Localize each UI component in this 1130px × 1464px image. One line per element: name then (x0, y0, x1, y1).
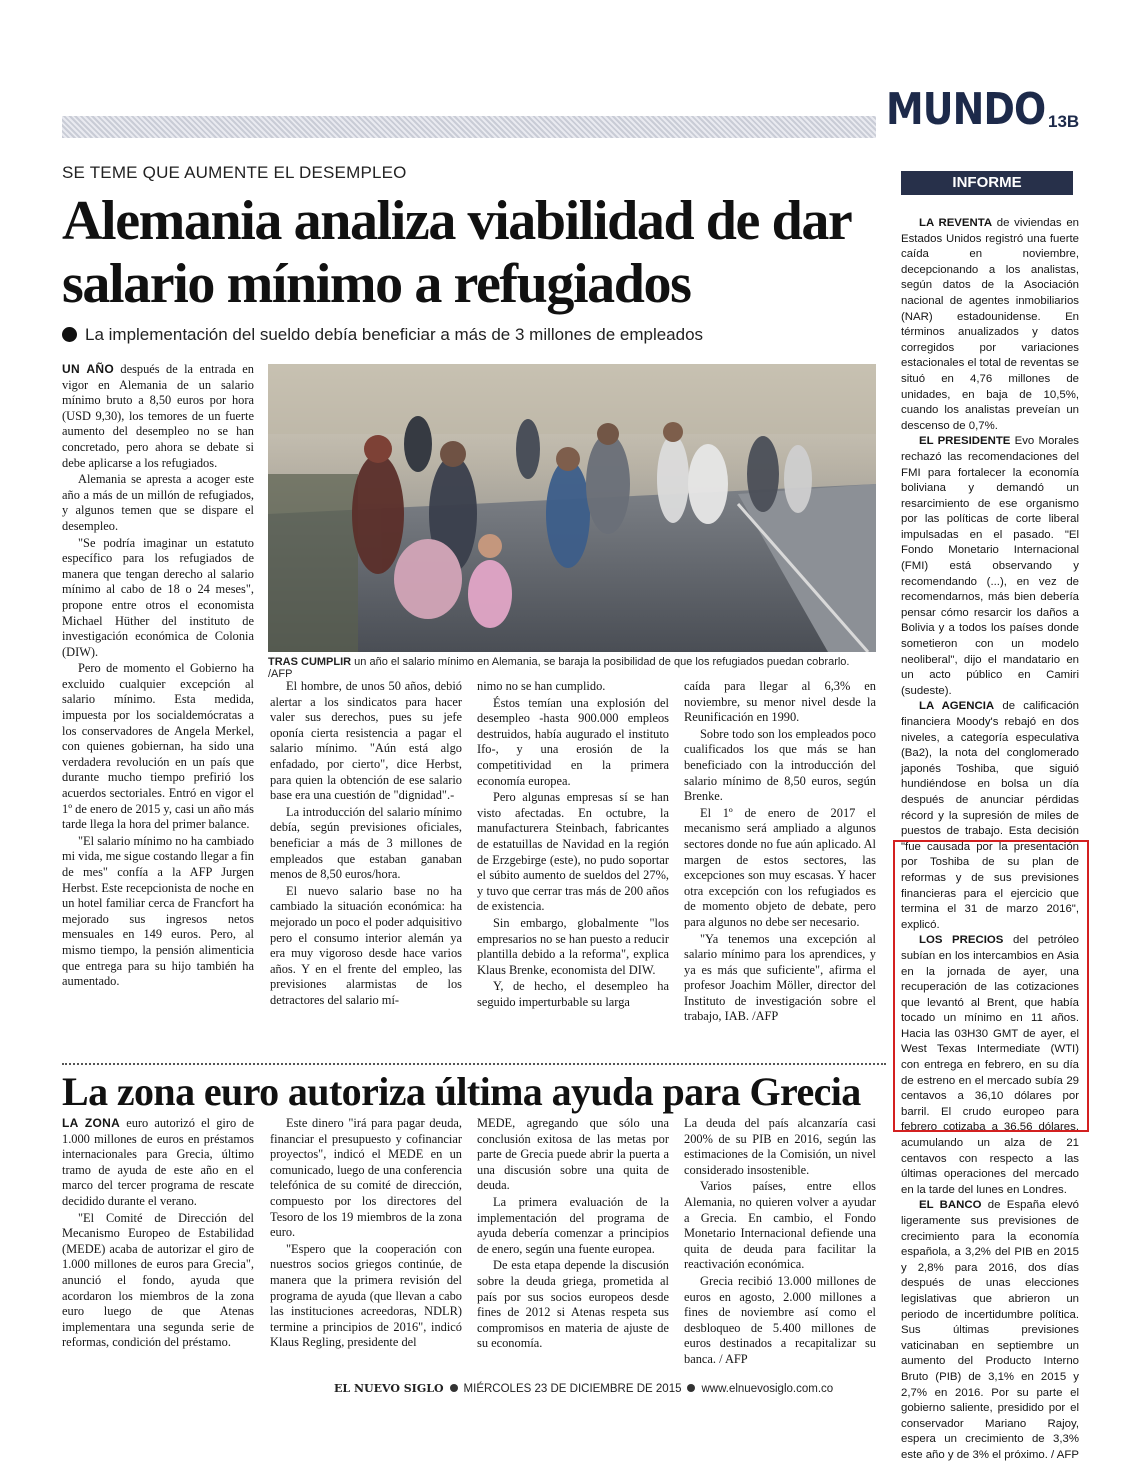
bullet-icon (687, 1384, 695, 1392)
sidebar-item-kicker: LA AGENCIA (919, 700, 995, 713)
paragraph: La primera evaluación de la implementación del programa de ayuda debería comenzar a principios de enero, según una fuente europea. (477, 1194, 669, 1256)
paragraph: La introducción del salario mínimo debía, según previsiones oficiales, beneficiar a más de 3 millones de empleados que estaban ganaban menos de 8,50 euros/hora. (270, 804, 462, 882)
paragraph: "El Comité de Dirección del Mecanismo Europeo de Estabilidad (MEDE) acaba de autorizar el giro de 1.000 millones de euros para Grecia", anunció el fondo, ayuda que acordaron los miembros de la zona euro luego de que Atenas implementara una segunda serie de reformas, condición del préstamo. (62, 1210, 254, 1350)
paragraph: "Se podría imaginar un estatuto específico para los refugiados de manera que tengan derecho al salario mínimo al cabo de 18 o 24 meses", propone entre otros el economista Michael Hüther del instituto de investigación económica de Colonia (DIW). (62, 535, 254, 659)
sidebar-item-kicker: LA REVENTA (919, 217, 993, 229)
article2-column-3 (477, 1116, 669, 1353)
sidebar-item-text: de calificación financiera Moody's rebajó en dos niveles, a categoría especulativa (Ba2), la nota del conglomerado japonés Toshiba, que siguió hundiéndose en bolsa un día después de anunciar pérdidas récord y la supresión de miles de puestos de trabajo. Esta decisión "fue causada por la presentación por Toshiba de su plan de reformas y de sus previsiones financieras para el ejercicio que termina el 31 de marzo 2016", explicó. (901, 700, 1080, 931)
paragraph: Grecia recibió 13.000 millones de euros en agosto, 2.000 millones a fines de noviembre así como el desbloqueo de 5.400 millones de euros destinados a recapitalizar su banca. / AFP (684, 1273, 876, 1366)
paragraph: MEDE, agregando que sólo una conclusión exitosa de las metas por parte de Grecia puede abrir la puerta a una discusión sobre una quita de deuda. (477, 1116, 669, 1193)
sidebar-title: INFORME (901, 171, 1073, 195)
paragraph-text: euro autorizó el giro de 1.000 millones de euros en préstamos internacionales para Grecia, último tramo de ayuda de este año en el marco del tercer programa de rescate decidido durante el verano. (62, 1116, 255, 1208)
paragraph: "Espero que la cooperación con nuestros socios griegos continúe, de manera que la primera revisión del programa de ayuda (que llevan a cabo las instituciones acreedoras, NDLR) termine a principios de 2016", indicó Klaus Regling, presidente del (270, 1241, 462, 1350)
footer-url: www.elnuevosiglo.com.co (701, 1383, 834, 1395)
paragraph: De esta etapa depende la discusión sobre la deuda griega, prometida al país por sus socios europeos desde fines de 2012 si Atenas respeta sus compromisos en materia de ajuste de su economía. (477, 1258, 669, 1351)
caption-text: un año el salario mínimo en Alemania, se baraja la posibilidad de que los refugiados puedan cobrarlo. /AFP (268, 656, 850, 680)
lead-kicker: UN AÑO (62, 362, 114, 376)
paragraph (62, 1116, 254, 1210)
sidebar-item-text: del petróleo subían en los intercambios en Asia en la jornada de ayer, una recuperación de las cotizaciones que levantó al Brent, que había tocado un mínimo en 11 años. Hacia las 03H30 GMT de ayer, el West Texas Intermediate (WTI) con entrega en febrero, en su día de estreno en el mercado subía 29 centavos a 36,10 dólares por barril. El crudo europeo para febrero cotizaba a 36,56 dólares, acumulando un alza de 21 centavos con respecto a las últimas operaciones del mercado en la tarde del lunes en Londres. (901, 934, 1079, 1196)
sidebar-item-text: de España elevó ligeramente sus previsiones de crecimiento para la economía española, a 3,2% del PIB en 2015 y 2,8% para 2016, dos días después de unas elecciones legislativas que abrieron un periodo de incertidumbre política. Sus últimas previsiones vaticinaban en septiembre un aumento del Producto Interno Bruto (PIB) de 3,1% en 2015 y 2,7% en 2016. Por su parte el gobierno saliente, presidido por el conservador Mariano Rajoy, espera un crecimiento de 3,3% este año y de 3% el próximo. / AFP (901, 1199, 1079, 1461)
sidebar-item-text: de viviendas en Estados Unidos registró una fuerte caída en noviembre, decepcionando a los analistas, según datos de la Asociación nacional de agentes inmobiliarios (NAR) estadounidense. En términos anualizados y datos corregidos por variaciones estacionales el total de reventas se situó en 4,76 millones de unidades, en baja de 10,5%, cuando los analistas preveían un descenso de 0,7%. (901, 217, 1079, 432)
footer-date: MIÉRCOLES 23 DE DICIEMBRE DE 2015 (463, 1383, 682, 1395)
paragraph: "Ya tenemos una excepción al salario mínimo para los aprendices, y ya es más que suficiente", afirma el profesor Joachim Möller, director del Instituto de investigación sobre el trabajo, IAB. /AFP (684, 931, 876, 1024)
subheadline (62, 325, 703, 345)
article-kicker-line: SE TEME QUE AUMENTE EL DESEMPLEO (62, 163, 407, 182)
sidebar-item-kicker: LOS PRECIOS (919, 934, 1004, 947)
subheadline-text: La implementación del sueldo debía beneficiar a más de 3 millones de empleados (85, 325, 704, 344)
paragraph: Y, de hecho, el desempleo ha seguido imperturbable su larga (477, 979, 669, 1009)
sidebar-item (901, 216, 1079, 434)
article1-column-3 (477, 679, 669, 1011)
article-divider (62, 1063, 886, 1065)
paragraph-text: después de la entrada en vigor en Alemania de un salario mínimo bruto a 8,50 euros por hora (USD 9,30), los temores de un fuerte aumento del desempleo no se han concretado, pero ahora se debate si debe aplicarse a los refugiados. (62, 362, 255, 470)
sidebar-item (901, 434, 1079, 699)
paragraph: La deuda del país alcanzaría casi 200% de su PIB en 2016, según las estimaciones de la Comisión, un nivel considerado insostenible. (684, 1116, 876, 1177)
paragraph: "El salario mínimo no ha cambiado mi vida, me sigue costando llegar a fin de mes" confía a la AFP Jurgen Herbst. Este recepcionista de noche en un hotel familiar cerca de Francfort ha mejorado sus ingresos netos mensuales en 149 euros. Pero, al mismo tiempo, la pensión alimenticia que entrega para su hijo también ha aumentado. (62, 833, 255, 989)
paragraph: Este dinero "irá para pagar deuda, financiar el presupuesto y cofinanciar proyectos", indicó el MEDE en un comunicado, luego de una conferencia telefónica de su comité de dirección, compuesto por los directores del Tesoro de los 19 miembros de la zona euro. (270, 1116, 462, 1240)
photo-illustration (268, 364, 876, 652)
page-number: 13B (1048, 112, 1080, 131)
paragraph: El nuevo salario base no ha cambiado la situación económica: ha mejorado un poco el poder adquisitivo pero el consumo interior alemán ya era muy vigoroso desde hace varios años. Y en el frente del empleo, las previsiones alarmistas de los detractores del salario mí- (270, 883, 462, 1007)
paragraph: El hombre, de unos 50 años, debió alertar a los sindicatos para hacer valer sus derechos, pues su jefe oponía cierta resistencia a pagar el salario mínimo. "Aún está algo enfadado, por cierto", dice Herbst, para quien la obtención de ese salario base era una cuestión de "dignidad".- (270, 679, 462, 803)
lead-kicker: LA ZONA (62, 1116, 121, 1130)
article1-column-2 (270, 679, 462, 1009)
sidebar-item-kicker: EL PRESIDENTE (919, 435, 1011, 448)
paragraph: Éstos temían una explosión del desempleo -hasta 900.000 empleos destruidos, había augurado el instituto Ifo-, y una erosión de la competitividad en la primera economía europea. (477, 695, 669, 788)
refugees-photo (268, 364, 876, 652)
paragraph: Pero de momento el Gobierno ha excluido cualquier excepción al salario mínimo. Esta medida, impuesta por los socialdemócratas a los conservadores de Angela Merkel, con quienes gobiernan, ha sido una verdadera revolución en un país que durante mucho tiempo prefirió los acuerdos sectoriales. Entró en vigor el 1º de enero de 2015 y, casi un año más tarde llega la hora del primer balance. (62, 661, 254, 832)
paragraph: Sin embargo, globalmente "los empresarios no se han puesto a reducir plantilla debido a la reforma", explica Klaus Brenke, economista del DIW. (477, 915, 669, 977)
bullet-icon (450, 1384, 458, 1392)
photo-caption (268, 656, 876, 680)
main-headline: Alemania analiza viabilidad de dar salario mínimo a refugiados (62, 190, 851, 315)
newspaper-brand: EL NUEVO SIGLO (334, 1382, 444, 1395)
section-title: MUNDO (886, 84, 1046, 135)
paragraph (62, 362, 254, 471)
article1-column-4 (684, 679, 876, 1026)
article2-column-1 (62, 1116, 254, 1352)
paragraph: Alemania se apresta a acoger este año a más de un millón de refugiados, y algunos temen que se dispare el desempleo. (62, 472, 254, 533)
sidebar-item-kicker: EL BANCO (919, 1199, 982, 1212)
section-header-strip (62, 116, 876, 138)
article2-column-4 (684, 1116, 876, 1369)
paragraph: Sobre todo son los empleados poco cualificados los que más se han beneficiado con la introducción del salario mínimo de 8,50 euros, según Brenke. (684, 726, 876, 804)
sidebar-item (901, 1198, 1079, 1463)
paragraph: El 1º de enero de 2017 el mecanismo será ampliado a algunos sectores donde no fue aún aplicado. Al margen de estos sectores, las excepciones son muy escasas. Y hacer otra excepción con los refugiados es de momento objeto de debate, pero para algunos no debe ser necesario. (684, 805, 876, 929)
article2-column-2 (270, 1116, 462, 1352)
paragraph: Pero algunas empresas sí se han visto afectadas. En octubre, la manufacturera Steinbach, fabricantes de estatuillas de Navidad en la región de Erzgebirge (este), no pudo soportar el súbito aumento de sueldos del 27%, y tuvo que cerrar tras más de 200 años de existencia. (477, 790, 669, 914)
highlight-box (893, 840, 1089, 1132)
caption-kicker: TRAS CUMPLIR (268, 656, 352, 668)
paragraph: Varios países, entre ellos Alemania, no quieren volver a ayudar a Grecia. En cambio, el Fondo Monetario Internacional defiende una quita de deuda para facilitar la reactivación económica. (684, 1179, 876, 1272)
paragraph: nimo no se han cumplido. (477, 679, 606, 693)
second-headline: La zona euro autoriza última ayuda para Grecia (62, 1069, 861, 1114)
bullet-icon (62, 327, 77, 342)
paragraph: caída para llegar al 6,3% en noviembre, su menor nivel desde la Reunificación en 1990. (684, 679, 876, 725)
sidebar-item-text: Evo Morales rechazó las recomendaciones del FMI para fortalecer la economía boliviana y demandó un resarcimiento de ese organismo por las políticas de corte liberal impulsadas en el pasado. "El Fondo Monetario Internacional (FMI) está observando y recomendando (...), en vez de recomendarnos, más bien debería pensar cómo resarcir los daños a Bolivia y a todos los países donde sometieron con un modelo neoliberal", dijo el mandatario en un acto público en Camiri (sudeste). (901, 435, 1079, 697)
page-footer (334, 1382, 833, 1395)
article1-column-1 (62, 362, 254, 991)
